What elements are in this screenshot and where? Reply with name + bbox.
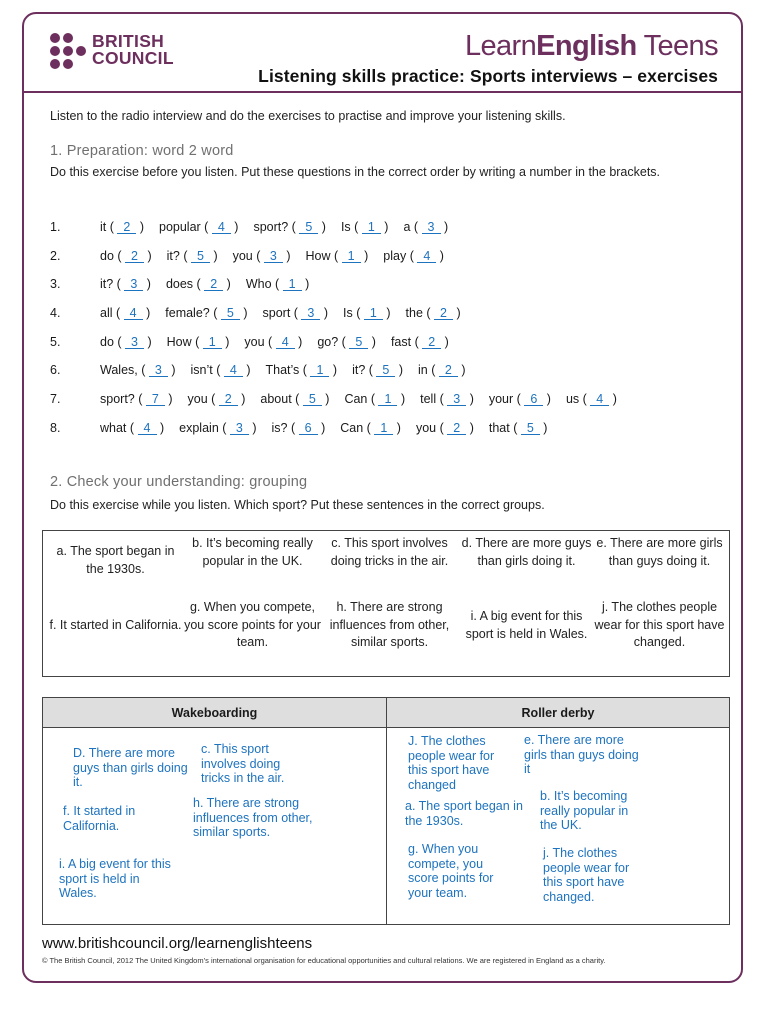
answer-roller-a: a. The sport began in the 1930s. xyxy=(405,799,523,828)
exercise-words xyxy=(100,249,459,263)
sentence-a: a. The sport began in the 1930s. xyxy=(56,544,175,576)
sentence-grid xyxy=(42,530,730,677)
grouping-table xyxy=(42,697,730,925)
exercise-row-number: 8. xyxy=(50,420,61,435)
order-answer[interactable]: 6 xyxy=(524,393,543,406)
section1-instructions: Do this exercise before you listen. Put these questions in the correct order by writing a number in the brackets. xyxy=(50,165,661,179)
exercise-word-item: you ( 3 ) xyxy=(232,248,291,263)
answer-roller-b: b. It’s becoming really popular in the UK. xyxy=(540,789,629,832)
exercise-word: does xyxy=(165,277,194,292)
exercise-word: Who xyxy=(245,277,272,292)
exercise-word-item: you ( 4 ) xyxy=(244,334,303,349)
order-answer[interactable]: 5 xyxy=(191,250,210,263)
exercise-word: do xyxy=(100,334,114,349)
order-answer[interactable]: 3 xyxy=(264,250,283,263)
exercise-word-item: That’s ( 1 ) xyxy=(265,363,338,378)
sentence-h: h. There are strong influences from other, similar sports. xyxy=(329,600,450,649)
sentence-g: g. When you compete, you score points for your team. xyxy=(184,600,321,649)
order-answer[interactable]: 2 xyxy=(219,393,238,406)
exercise-word: isn’t xyxy=(190,363,213,378)
exercise-word-item: Is ( 1 ) xyxy=(340,220,389,234)
exercise-words xyxy=(100,306,476,320)
exercise-words xyxy=(100,421,562,435)
exercise-word: explain xyxy=(179,420,219,435)
exercise-word: That’s xyxy=(265,363,300,378)
order-answer[interactable]: 4 xyxy=(590,393,609,406)
exercise-word: Wales, xyxy=(100,363,138,378)
order-answer[interactable]: 5 xyxy=(521,422,540,435)
header-divider xyxy=(22,91,743,93)
exercise-word: you xyxy=(415,420,437,435)
exercise-word: all xyxy=(100,306,113,321)
order-answer[interactable]: 4 xyxy=(138,422,157,435)
exercise-word: Is xyxy=(343,306,353,321)
exercise-word: it xyxy=(100,220,107,234)
exercise-word-item: a ( 3 ) xyxy=(403,220,449,234)
exercise-words xyxy=(100,335,464,349)
exercise-word: play xyxy=(383,248,407,263)
order-answer[interactable]: 1 xyxy=(310,364,329,377)
exercise-word: us xyxy=(565,392,580,407)
section1-heading: 1. Preparation: word 2 word xyxy=(50,143,234,159)
order-answer[interactable]: 2 xyxy=(422,336,441,349)
exercise-word-item: is? ( 6 ) xyxy=(271,420,326,435)
exercise-word-item: Wales, ( 3 ) xyxy=(100,363,176,378)
exercise-words xyxy=(100,363,481,377)
answer-roller-j-second: j. The clothes people wear for this sport have changed. xyxy=(543,846,630,904)
sentence-i: i. A big event for this sport is held in Wales. xyxy=(465,609,588,641)
logo-line-1: BRITISH xyxy=(92,31,165,51)
exercise-row-number: 5. xyxy=(50,334,61,349)
intro-text: Listen to the radio interview and do the exercises to practise and improve your listening skills. xyxy=(50,109,566,123)
exercise-row xyxy=(50,215,730,244)
exercise-row xyxy=(50,244,730,273)
exercise-word-item: fast ( 2 ) xyxy=(390,334,449,349)
exercise-word-item: Who ( 1 ) xyxy=(245,277,310,292)
answer-wake-d: D. There are more guys than girls doing it. xyxy=(73,746,188,789)
exercise-row-number: 3. xyxy=(50,277,61,292)
order-answer[interactable]: 2 xyxy=(447,422,466,435)
logo-dots-icon xyxy=(50,33,86,69)
exercise-word: is? xyxy=(271,420,288,435)
roller-derby-heading: Roller derby xyxy=(387,698,729,728)
exercise-word-item: us ( 4 ) xyxy=(565,392,617,407)
exercise-word: popular xyxy=(159,220,201,234)
order-answer[interactable]: 2 xyxy=(434,307,453,320)
order-answer[interactable]: 2 xyxy=(125,250,144,263)
exercise-word-item: does ( 2 ) xyxy=(165,277,231,292)
exercise-word: do xyxy=(100,248,114,263)
page-title: Listening skills practice: Sports interviews – exercises xyxy=(258,66,718,86)
exercise-word-item: Can ( 1 ) xyxy=(340,420,401,435)
order-answer[interactable]: 6 xyxy=(299,422,318,435)
exercise-word-item: female? ( 5 ) xyxy=(165,306,248,321)
exercise-word: female? xyxy=(165,306,210,321)
exercise-row xyxy=(50,358,730,387)
exercise-word: fast xyxy=(390,334,412,349)
exercise-word-item: you ( 2 ) xyxy=(415,420,474,435)
answer-roller-g: g. When you compete, you score points for your team. xyxy=(408,842,494,900)
exercise-word: How xyxy=(305,248,331,263)
exercise-word-item: isn’t ( 4 ) xyxy=(190,363,251,378)
exercise-word: Can xyxy=(344,392,368,407)
exercise-word-item: it? ( 5 ) xyxy=(352,363,404,378)
footer-url: www.britishcouncil.org/learnenglishteens xyxy=(42,935,313,952)
order-answer[interactable]: 5 xyxy=(376,364,395,377)
section2-heading: 2. Check your understanding: grouping xyxy=(50,474,308,490)
order-answer[interactable]: 1 xyxy=(342,250,361,263)
exercise-word-item: do ( 2 ) xyxy=(100,248,152,263)
exercise-word-item: sport? ( 7 ) xyxy=(100,392,173,407)
order-answer[interactable]: 1 xyxy=(374,422,393,435)
exercise-word-item: explain ( 3 ) xyxy=(179,420,257,435)
answer-wake-h: h. There are strong influences from other, similar sports. xyxy=(193,796,313,839)
exercise-row xyxy=(50,330,730,359)
exercise-word-item: popular ( 4 ) xyxy=(159,220,239,234)
exercise-word-item: go? ( 5 ) xyxy=(317,334,376,349)
order-answer[interactable]: 3 xyxy=(447,393,466,406)
exercise-word: you xyxy=(232,248,253,263)
order-answer[interactable]: 4 xyxy=(124,307,143,320)
order-answer[interactable]: 1 xyxy=(362,221,381,234)
exercise-word-item: Is ( 1 ) xyxy=(343,306,391,321)
exercise-words xyxy=(100,220,463,234)
exercise-word-item: it? ( 5 ) xyxy=(166,248,218,263)
order-answer[interactable]: 1 xyxy=(378,393,397,406)
order-answer[interactable]: 5 xyxy=(299,221,318,234)
order-answer[interactable]: 4 xyxy=(224,364,243,377)
exercise-word: about xyxy=(260,392,292,407)
order-answer[interactable]: 1 xyxy=(283,278,302,291)
logo-line-2: COUNCIL xyxy=(92,48,174,68)
exercise-word: what xyxy=(100,420,127,435)
exercise-word: tell xyxy=(420,392,437,407)
sentence-c: c. This sport involves doing tricks in the air. xyxy=(330,536,449,568)
exercise-word-item: do ( 3 ) xyxy=(100,334,152,349)
answer-roller-e: e. There are more girls than guys doing it xyxy=(524,733,639,776)
order-answer[interactable]: 5 xyxy=(349,336,368,349)
order-answer[interactable]: 3 xyxy=(301,307,320,320)
exercise-word: your xyxy=(488,392,514,407)
exercise-word-item: play ( 4 ) xyxy=(383,248,444,263)
sentence-e: e. There are more girls than guys doing it. xyxy=(596,536,723,568)
footer-copyright: © The British Council, 2012 The United Kingdom’s international organisation for educational opportunities and cultural relations. We are registered in England as a charity. xyxy=(42,956,606,965)
order-answer[interactable]: 7 xyxy=(146,393,165,406)
exercise-word: that xyxy=(488,420,510,435)
exercise-word-item: all ( 4 ) xyxy=(100,306,151,321)
exercise-word-item: sport? ( 5 ) xyxy=(253,220,326,234)
order-answer[interactable]: 2 xyxy=(439,364,458,377)
exercise-word: go? xyxy=(317,334,339,349)
order-answer[interactable]: 1 xyxy=(203,336,222,349)
exercise-word-item: How ( 1 ) xyxy=(305,248,369,263)
exercise-word-item: How ( 1 ) xyxy=(166,334,230,349)
answer-wake-c: c. This sport involves doing tricks in the air. xyxy=(201,742,285,785)
exercise-row xyxy=(50,301,730,330)
exercise-word-item: your ( 6 ) xyxy=(488,392,551,407)
exercise-word-item: Can ( 1 ) xyxy=(344,392,406,407)
exercise-word: How xyxy=(166,334,192,349)
order-answer[interactable]: 1 xyxy=(364,307,383,320)
order-answer[interactable]: 3 xyxy=(125,336,144,349)
exercise-row xyxy=(50,416,730,445)
sentence-f: f. It started in California. xyxy=(49,618,182,632)
exercise-word-item: that ( 5 ) xyxy=(488,420,548,435)
exercise-word: Can xyxy=(340,420,364,435)
exercise-word: sport? xyxy=(100,392,135,407)
order-answer[interactable]: 4 xyxy=(276,336,295,349)
column-divider xyxy=(386,698,387,924)
exercise-word-item: the ( 2 ) xyxy=(405,306,461,321)
exercise-row xyxy=(50,387,730,416)
section2-instructions: Do this exercise while you listen. Which sport? Put these sentences in the correct groups. xyxy=(50,498,545,512)
exercise-word-item: it ( 2 ) xyxy=(100,220,144,234)
exercise-word-item: in ( 2 ) xyxy=(418,363,466,378)
sentence-d: d. There are more guys than girls doing it. xyxy=(461,536,592,568)
exercise-word-item: it? ( 3 ) xyxy=(100,277,151,292)
answer-wake-i: i. A big event for this sport is held in Wales. xyxy=(59,857,171,900)
exercise-row xyxy=(50,272,730,301)
exercise-word: it? xyxy=(352,363,366,378)
exercise-word-item: sport ( 3 ) xyxy=(262,306,329,321)
exercise-words xyxy=(100,277,324,291)
exercise-word-item: what ( 4 ) xyxy=(100,420,165,435)
exercise-word: in xyxy=(418,363,428,378)
exercise-row-number: 4. xyxy=(50,306,61,321)
order-answer[interactable]: 2 xyxy=(204,278,223,291)
exercise-word-item: you ( 2 ) xyxy=(187,392,246,407)
order-answer[interactable]: 3 xyxy=(149,364,168,377)
order-answer[interactable]: 2 xyxy=(117,221,136,234)
exercise-word: it? xyxy=(100,277,114,292)
exercise-row-number: 1. xyxy=(50,220,61,234)
order-answer[interactable]: 4 xyxy=(417,250,436,263)
exercise-word: you xyxy=(244,334,265,349)
sentence-b: b. It’s becoming really popular in the UK. xyxy=(192,536,313,568)
wakeboarding-heading: Wakeboarding xyxy=(43,698,386,728)
exercise-words xyxy=(100,392,632,406)
exercise-word: Is xyxy=(340,220,351,234)
sentence-j: j. The clothes people wear for this sport have changed. xyxy=(594,600,725,649)
order-answer[interactable]: 4 xyxy=(212,221,231,234)
exercise-word: it? xyxy=(166,248,180,263)
exercise-row-number: 7. xyxy=(50,392,61,407)
exercise-word-item: tell ( 3 ) xyxy=(420,392,474,407)
exercise-word: a xyxy=(403,220,411,234)
answer-wake-f: f. It started in California. xyxy=(63,804,136,833)
order-answer[interactable]: 3 xyxy=(230,422,249,435)
exercise-word-item: about ( 5 ) xyxy=(260,392,330,407)
order-answer[interactable]: 3 xyxy=(422,221,441,234)
exercise-word: you xyxy=(187,392,208,407)
answer-roller-j-first: J. The clothes people wear for this sport have changed xyxy=(408,734,495,792)
learnenglish-teens-brand: LearnEnglish Teens xyxy=(464,30,718,62)
order-answer[interactable]: 5 xyxy=(303,393,322,406)
exercise-word: sport? xyxy=(253,220,289,234)
order-answer[interactable]: 5 xyxy=(221,307,240,320)
exercise-word: sport xyxy=(262,306,291,321)
exercise-row-number: 2. xyxy=(50,248,61,263)
exercise-row-number: 6. xyxy=(50,363,61,378)
word-order-exercise xyxy=(50,215,730,445)
order-answer[interactable]: 3 xyxy=(124,278,143,291)
exercise-word: the xyxy=(405,306,423,321)
